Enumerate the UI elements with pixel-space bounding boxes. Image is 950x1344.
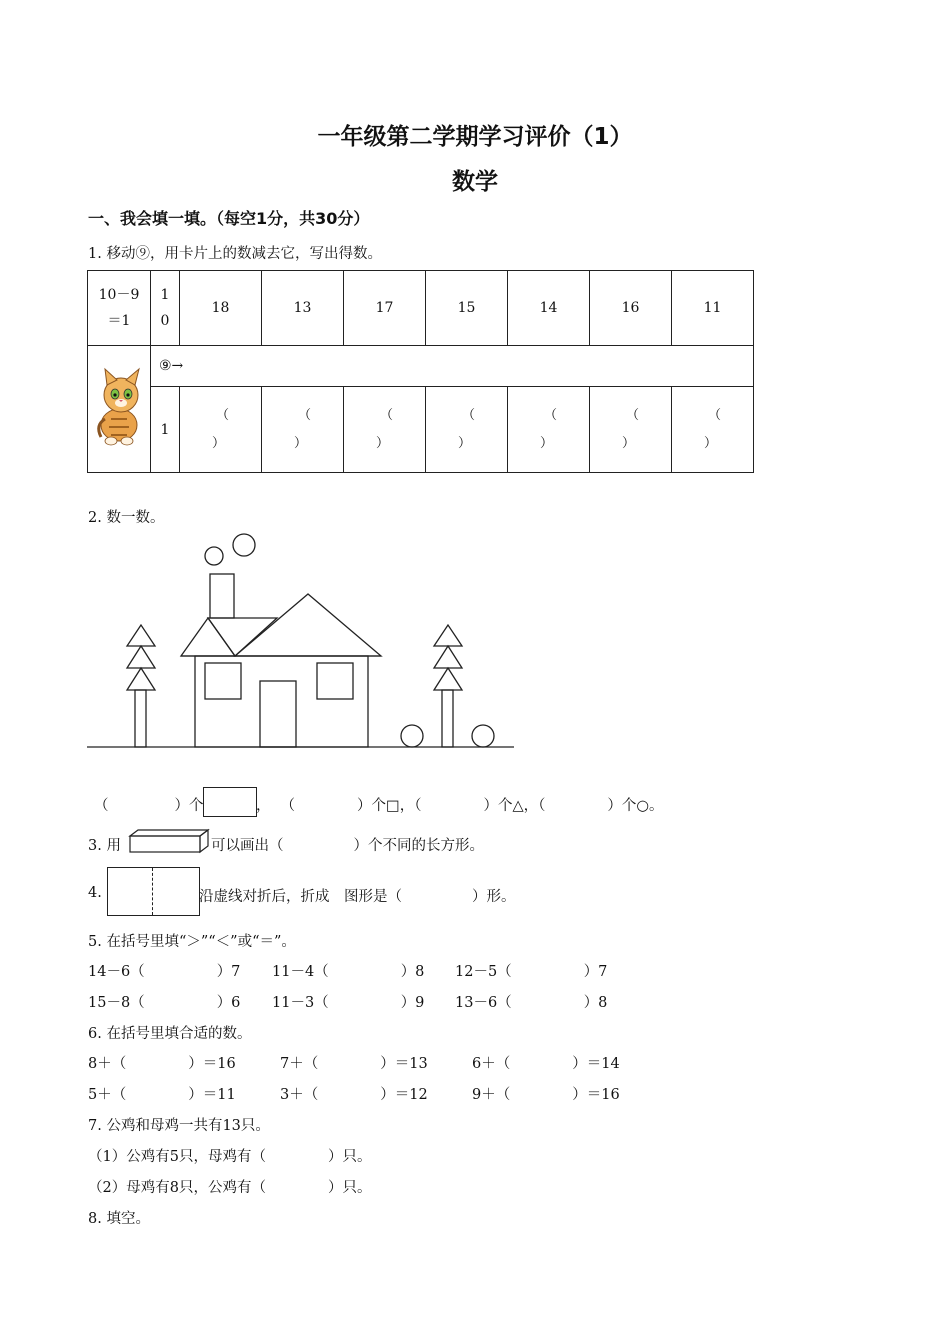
q6-row: 9＋（ ）＝16 (472, 1087, 620, 1103)
q6-row: 8＋（ ）＝16 (88, 1056, 236, 1072)
number-cell: 11 (672, 271, 754, 346)
tree-right-triangle-3 (434, 668, 462, 690)
q5-prompt: 5. 在括号里填“＞”“＜”或“＝”。 (88, 934, 296, 950)
q3-suffix: 可以画出（ ）个不同的长方形。 (211, 838, 484, 854)
q1-prompt: 1. 移动⑨，用卡片上的数减去它，写出得数。 (88, 246, 382, 262)
tree-right-triangle-2 (434, 646, 462, 668)
q7-prompt: 7. 公鸡和母鸡一共有13只。 (88, 1118, 270, 1134)
q6-prompt: 6. 在括号里填合适的数。 (88, 1026, 252, 1042)
roof-triangle-right (235, 594, 381, 656)
door (260, 681, 296, 747)
rectangle-shape-icon (203, 787, 257, 817)
q5-row: 14－6（ ）7 (88, 964, 241, 980)
subject-title: 数学 (452, 169, 498, 195)
q3-prefix: 3. 用 (88, 838, 121, 854)
house-figure (80, 530, 520, 755)
q6-row: 6＋（ ）＝14 (472, 1056, 620, 1072)
chimney-rect (210, 574, 234, 618)
ground-circle-left (401, 725, 423, 747)
q5-row: 11－4（ ）8 (272, 964, 425, 980)
first-number-cell (151, 271, 180, 346)
q4-prefix: 4. (88, 885, 102, 901)
answer-cell[interactable]: （ ） (426, 387, 508, 473)
window-left (205, 663, 241, 699)
number-cell: 15 (426, 271, 508, 346)
number-cell: 18 (180, 271, 262, 346)
section-heading: 一、我会填一填。（每空1分，共30分） (88, 209, 370, 228)
arrow-cell: ⑨→ (151, 346, 754, 387)
q5-row: 12－5（ ）7 (455, 964, 608, 980)
q4-suffix: 沿虚线对折后，折成 图形是（ ）形。 (199, 889, 516, 905)
result-first: 1 (151, 387, 180, 473)
roof-triangle-left (181, 618, 235, 656)
answer-cell[interactable]: （ ） (344, 387, 426, 473)
smoke-circle-large (233, 534, 255, 556)
q6-row: 5＋（ ）＝11 (88, 1087, 236, 1103)
tree-left-triangle-1 (127, 625, 155, 646)
house-body (195, 656, 368, 747)
fold-rectangle (107, 867, 200, 916)
cat-cell (88, 346, 151, 473)
q7-sub1: （1）公鸡有5只，母鸡有（ ）只。 (88, 1149, 372, 1165)
fold-dashed-line (152, 868, 153, 915)
page-title: 一年级第二学期学习评价（1） (317, 124, 633, 150)
q7-sub2: （2）母鸡有8只，公鸡有（ ）只。 (88, 1180, 372, 1196)
cat-illustration (91, 367, 147, 447)
answer-cell[interactable]: （ ） (590, 387, 672, 473)
window-right (317, 663, 353, 699)
smoke-circle-small (205, 547, 223, 565)
q2-answer-line: （ ）个 (94, 798, 204, 814)
example-cell (88, 271, 151, 346)
number-cell: 17 (344, 271, 426, 346)
cuboid-icon (128, 828, 210, 854)
tree-left-triangle-2 (127, 646, 155, 668)
q5-row: 15－8（ ）6 (88, 995, 241, 1011)
ground-circle-right (472, 725, 494, 747)
tree-right-triangle-1 (434, 625, 462, 646)
q6-row: 3＋（ ）＝12 (280, 1087, 428, 1103)
first-number-1: 1 (160, 287, 170, 303)
q6-row: 7＋（ ）＝13 (280, 1056, 428, 1072)
q8-prompt: 8. 填空。 (88, 1211, 150, 1227)
number-cell: 13 (262, 271, 344, 346)
tree-left-triangle-3 (127, 668, 155, 690)
answer-cell[interactable]: （ ） (672, 387, 754, 473)
number-cell: 14 (508, 271, 590, 346)
answer-cell[interactable]: （ ） (180, 387, 262, 473)
tree-left-trunk (135, 690, 146, 747)
tree-right-trunk (442, 690, 453, 747)
example-expr-2: ＝1 (107, 313, 131, 329)
answer-cell[interactable]: （ ） (262, 387, 344, 473)
answer-cell[interactable]: （ ） (508, 387, 590, 473)
q5-row: 13－6（ ）8 (455, 995, 608, 1011)
q5-row: 11－3（ ）9 (272, 995, 425, 1011)
q1-table (87, 270, 754, 473)
number-cell: 16 (590, 271, 672, 346)
first-number-2: 0 (160, 313, 170, 329)
q2-answer-line-rest: ， （ ）个□，（ ）个△，（ ）个○。 (256, 798, 664, 814)
example-expr-1: 10－9 (98, 287, 140, 303)
q2-prompt: 2. 数一数。 (88, 510, 165, 526)
